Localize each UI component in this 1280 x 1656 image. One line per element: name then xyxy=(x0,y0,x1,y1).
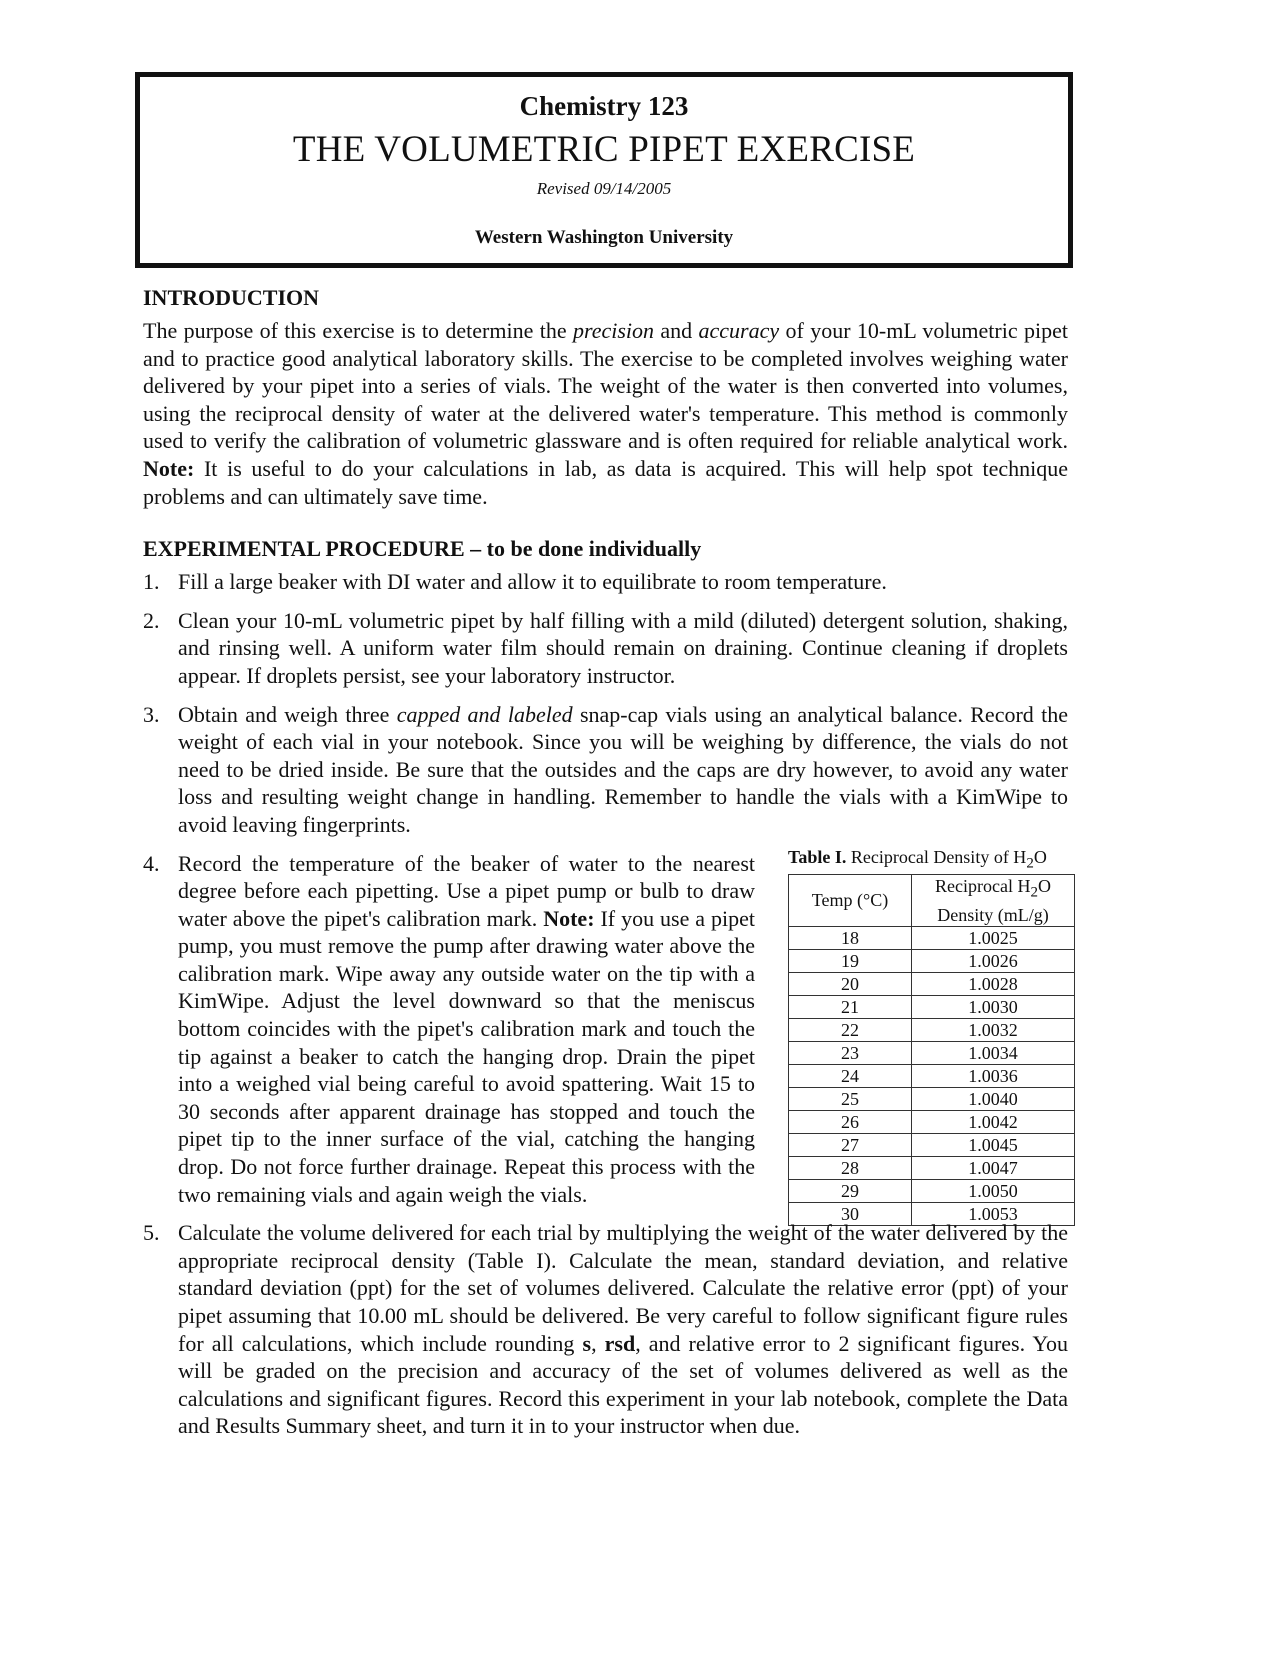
procedure-step-3 xyxy=(143,701,1068,839)
density-cell: 1.0053 xyxy=(912,1202,1075,1225)
table-row xyxy=(789,1018,1075,1041)
procedure-step-1 xyxy=(143,568,1068,596)
density-cell: 1.0026 xyxy=(912,949,1075,972)
reciprocal-density-table xyxy=(788,846,1078,1226)
temp-cell: 28 xyxy=(789,1156,912,1179)
step-text: , xyxy=(591,1330,605,1356)
emphasis-precision: precision xyxy=(572,318,655,343)
procedure-heading: EXPERIMENTAL PROCEDURE – to be done individually xyxy=(143,536,702,562)
density-cell: 1.0034 xyxy=(912,1041,1075,1064)
bold-term: s xyxy=(582,1330,592,1356)
header-text: O xyxy=(1037,876,1051,897)
table-row xyxy=(789,995,1075,1018)
note-label: Note: xyxy=(143,455,195,481)
document-body xyxy=(143,283,1068,1451)
step-text-block xyxy=(178,850,755,1209)
table-header-row xyxy=(789,875,1075,927)
header-text: Reciprocal H xyxy=(935,876,1031,897)
step-text: Calculate the volume delivered for each trial by multiplying the weight of the water delivered by the appropriate reciprocal density (Table I). Calculate the mean, standard deviation, and relative standard deviation (ppt) for the set of volumes delivered. Calculate the relative error (ppt) of your pipet assuming that 10.00 mL should be delivered. Be very careful to follow significant figure rules for all calculations, which include rounding xyxy=(178,1220,1068,1356)
temp-cell: 29 xyxy=(789,1179,912,1202)
density-table xyxy=(788,874,1075,1226)
density-cell: 1.0047 xyxy=(912,1156,1075,1179)
temp-cell: 25 xyxy=(789,1087,912,1110)
introduction-heading: INTRODUCTION xyxy=(143,285,320,310)
emphasis-accuracy: accuracy xyxy=(698,318,780,343)
density-cell: 1.0025 xyxy=(912,926,1075,949)
title-box xyxy=(135,72,1073,268)
temp-cell: 24 xyxy=(789,1064,912,1087)
table-caption-label: Table I. xyxy=(788,846,847,867)
step-text: Obtain and weigh three xyxy=(178,701,397,727)
step-text: If you use a pipet pump, you must remove the pump after drawing water above the calibration mark. Wipe away any outside water on the tip with a KimWipe. Adjust the level downward so that the meniscus bottom coincides with the pipet's calibration mark and touch the tip against a beaker to catch the hanging drop. Drain the pipet into a weighed vial being careful to avoid spattering. Wait 15 to 30 seconds after apparent drainage has stopped and touch the pipet tip to the inner surface of the vial, catching the hanging drop. Do not force further drainage. Repeat this process with the two remaining vials and again weigh the vials. xyxy=(178,905,755,1207)
procedure-list xyxy=(143,568,1068,1440)
density-cell: 1.0045 xyxy=(912,1133,1075,1156)
density-cell: 1.0042 xyxy=(912,1110,1075,1133)
institution-name: Western Washington University xyxy=(474,227,734,248)
introduction-paragraph xyxy=(143,317,1068,510)
table-row xyxy=(789,926,1075,949)
bold-term: rsd xyxy=(604,1330,636,1356)
table-row xyxy=(789,972,1075,995)
step-number: 5. xyxy=(143,1220,160,1246)
text-run: The purpose of this exercise is to determine the xyxy=(143,318,573,343)
table-row xyxy=(789,1041,1075,1064)
table-caption xyxy=(788,846,1078,875)
header-density xyxy=(912,875,1075,927)
density-cell: 1.0036 xyxy=(912,1064,1075,1087)
note-label: Note: xyxy=(543,905,595,931)
density-cell: 1.0050 xyxy=(912,1179,1075,1202)
step-text: Fill a large beaker with DI water and allow it to equilibrate to room temperature. xyxy=(178,569,887,595)
temp-cell: 26 xyxy=(789,1110,912,1133)
density-cell: 1.0030 xyxy=(912,995,1075,1018)
temp-cell: 30 xyxy=(789,1202,912,1225)
table-caption-text: O xyxy=(1033,846,1047,867)
procedure-step-5 xyxy=(143,1219,1068,1440)
procedure-step-4 xyxy=(143,846,1068,1224)
revision-date: Revised 09/14/2005 xyxy=(536,179,672,198)
table-row xyxy=(789,1064,1075,1087)
table-row xyxy=(789,1179,1075,1202)
temp-cell: 20 xyxy=(789,972,912,995)
subscript: 2 xyxy=(1030,884,1038,901)
temp-cell: 19 xyxy=(789,949,912,972)
text-run: and xyxy=(654,318,699,343)
temp-cell: 18 xyxy=(789,926,912,949)
step-number: 2. xyxy=(143,607,160,633)
course-name: Chemistry 123 xyxy=(519,91,689,121)
step-number: 4. xyxy=(143,850,160,876)
procedure-step-2 xyxy=(143,607,1068,690)
step-number: 3. xyxy=(143,701,160,727)
header-temp: Temp (°C) xyxy=(789,875,912,927)
temp-cell: 22 xyxy=(789,1018,912,1041)
table-row xyxy=(789,1133,1075,1156)
header-text: Density (mL/g) xyxy=(937,904,1049,925)
step-text: Clean your 10-mL volumetric pipet by half filling with a mild (diluted) detergent solution, shaking, and rinsing well. A uniform water film should remain on draining. Continue cleaning if droplets appear. If droplets persist, see your laboratory instructor. xyxy=(178,607,1068,688)
density-cell: 1.0040 xyxy=(912,1087,1075,1110)
temp-cell: 23 xyxy=(789,1041,912,1064)
table-row xyxy=(789,1087,1075,1110)
step-text: , and relative error to 2 significant figures. You will be graded on the precision and accuracy of the set of volumes delivered as well as the calculations and significant figures. Record this experiment in your lab notebook, complete the Data and Results Summary sheet, and turn it in to your instructor when due. xyxy=(178,1330,1069,1439)
step-text: Record the temperature of the beaker of water to the nearest degree before each pipetting. Use a pipet pump or bulb to draw water above the pipet's calibration mark. xyxy=(178,850,755,931)
table-row xyxy=(789,949,1075,972)
table-caption-text: Reciprocal Density of H xyxy=(846,846,1027,867)
temp-cell: 21 xyxy=(789,995,912,1018)
table-row xyxy=(789,1156,1075,1179)
step-number: 1. xyxy=(143,569,160,595)
temp-cell: 27 xyxy=(789,1133,912,1156)
text-run: It is useful to do your calculations in lab, as data is acquired. This will help spot technique problems and can ultimately save time. xyxy=(143,455,1068,509)
emphasis-text: capped and labeled xyxy=(396,701,573,727)
density-cell: 1.0032 xyxy=(912,1018,1075,1041)
subscript: 2 xyxy=(1026,855,1034,872)
document-title: THE VOLUMETRIC PIPET EXERCISE xyxy=(292,129,916,170)
density-cell: 1.0028 xyxy=(912,972,1075,995)
table-row xyxy=(789,1110,1075,1133)
text-run: of your 10-mL volumetric pipet and to practice good analytical laboratory skills. The exercise to be completed involves weighing water delivered by your pipet into a series of vials. The weight of the water is then converted into volumes, using the reciprocal density of water at the delivered water's temperature. This method is commonly used to verify the calibration of volumetric glassware and is often required for reliable analytical work. xyxy=(143,318,1068,454)
step-text: snap-cap vials using an analytical balance. Record the weight of each vial in your notebook. Since you will be weighing by difference, the vials do not need to be dried inside. Be sure that the outsides and the caps are dry however, to avoid any water loss and resulting weight change in handling. Remember to handle the vials with a KimWipe to avoid leaving fingerprints. xyxy=(178,701,1068,837)
